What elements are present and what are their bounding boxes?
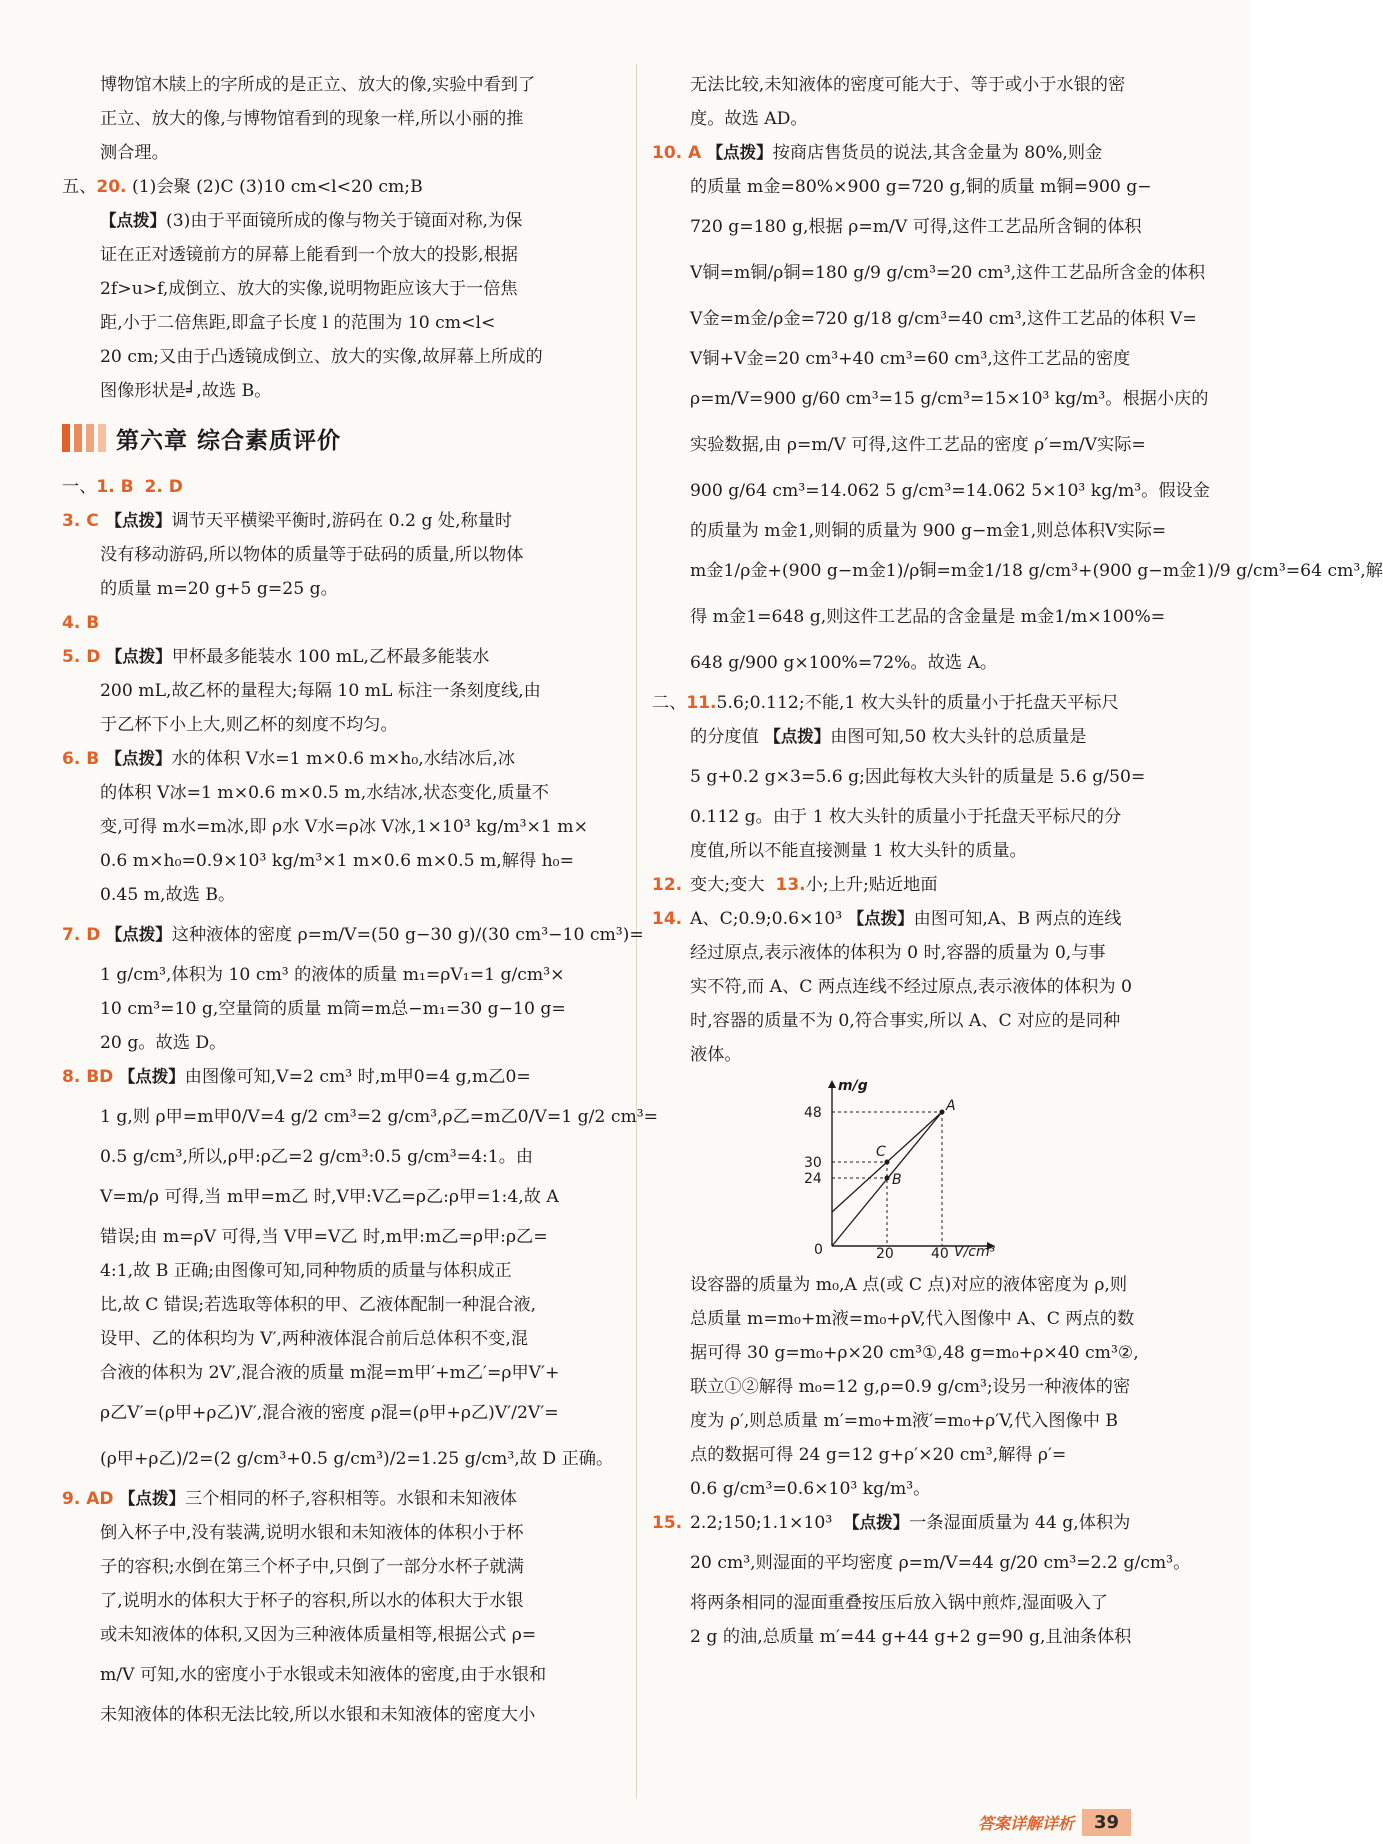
text-line: 实验数据,由 ρ=m/V 可得,这件工艺品的密度 ρ′=m/V实际=: [690, 435, 1146, 455]
text-line: 的质量为 m金1,则铜的质量为 900 g−m金1,则总体积V实际=: [690, 521, 1167, 541]
y-axis-label: m/g: [838, 1078, 868, 1094]
text-line: 测合理。: [100, 143, 169, 163]
right-column: [652, 68, 1383, 1654]
text-line: 博物馆木牍上的字所成的是正立、放大的像,实验中看到了: [100, 75, 536, 95]
x-tick: 40: [931, 1246, 949, 1262]
text-line: 0.112 g。由于 1 枚大头针的质量小于托盘天平标尺的分: [690, 807, 1122, 827]
answer-9: 9. AD 【点拨】三个相同的杯子,容积相等。水银和未知液体: [62, 1489, 517, 1509]
text-line: 【点拨】(3)由于平面镜所成的像与物关于镜面对称,为保: [100, 211, 523, 231]
point-label: A: [946, 1098, 956, 1114]
left-column: [62, 68, 659, 1732]
text-line: 度。故选 AD。: [690, 109, 808, 129]
text-line: m/V 可知,水的密度小于水银或未知液体的密度,由于水银和: [100, 1665, 547, 1685]
text-line: 的体积 V冰=1 m×0.6 m×0.5 m,水结冰,状态变化,质量不: [100, 783, 549, 803]
question-number: 20.: [96, 177, 127, 197]
text-line: 2 g 的油,总质量 m′=44 g+44 g+2 g=90 g,且油条体积: [690, 1627, 1132, 1647]
text-line: 200 mL,故乙杯的量程大;每隔 10 mL 标注一条刻度线,由: [100, 681, 541, 701]
text-line: 得 m金1=648 g,则这件工艺品的含金量是 m金1/m×100%=: [690, 607, 1166, 627]
y-tick: 30: [804, 1155, 822, 1171]
text-line: 0.6 m×h₀=0.9×10³ kg/m³×1 m×0.6 m×0.5 m,解得 h₀=: [100, 851, 574, 871]
answer-3: 3. C 【点拨】调节天平横梁平衡时,游码在 0.2 g 处,称量时: [62, 511, 513, 531]
text-line: 的质量 m=20 g+5 g=25 g。: [100, 579, 338, 599]
text-line: 错误;由 m=ρV 可得,当 V甲=V乙 时,m甲:m乙=ρ甲:ρ乙=: [100, 1227, 548, 1247]
x-axis-label: V/cm³: [954, 1244, 996, 1260]
answer-4: 4. B: [62, 613, 100, 633]
answer-12-13: 12. 变大;变大 13.小;上升;贴近地面: [652, 875, 938, 895]
answer-14: 14. A、C;0.9;0.6×10³ 【点拨】由图可知,A、B 两点的连线: [652, 909, 1122, 929]
text-line: ρ乙V′=(ρ甲+ρ乙)V′,混合液的密度 ρ混=(ρ甲+ρ乙)V′/2V′=: [100, 1403, 559, 1423]
text-line: 度为 ρ′,则总质量 m′=m₀+m液′=m₀+ρ′V,代入图像中 B: [690, 1411, 1118, 1431]
text-line: 距,小于二倍焦距,即盒子长度 l 的范围为 10 cm<l<: [100, 313, 496, 333]
text-line: 的质量 m金=80%×900 g=720 g,铜的质量 m铜=900 g−: [690, 177, 1152, 197]
text-line: 设甲、乙的体积均为 V′,两种液体混合前后总体积不变,混: [100, 1329, 529, 1349]
text-line: 900 g/64 cm³=14.062 5 g/cm³=14.062 5×10³ kg/m³。假设金: [690, 481, 1210, 501]
answer-8: 8. BD 【点拨】由图像可知,V=2 cm³ 时,m甲0=4 g,m乙0=: [62, 1067, 531, 1087]
point-a: [940, 1110, 945, 1115]
text-line: 2f>u>f,成倒立、放大的实像,说明物距应该大于一倍焦: [100, 279, 518, 299]
question-number: 1. B: [96, 477, 134, 497]
text-line: 20 g。故选 D。: [100, 1033, 227, 1053]
text-line: 的分度值 【点拨】由图可知,50 枚大头针的总质量是: [690, 727, 1087, 747]
text-line: 据可得 30 g=m₀+ρ×20 cm³①,48 g=m₀+ρ×40 cm³②,: [690, 1343, 1139, 1363]
text-line: 0.45 m,故选 B。: [100, 885, 236, 905]
page-number: 39: [1082, 1809, 1131, 1836]
answer-7: 7. D 【点拨】这种液体的密度 ρ=m/V=(50 g−30 g)/(30 cm³−10 cm³)=: [62, 925, 644, 945]
text-line: (ρ甲+ρ乙)/2=(2 g/cm³+0.5 g/cm³)/2=1.25 g/cm³,故 D 正确。: [100, 1449, 614, 1469]
answer-5: 5. D 【点拨】甲杯最多能装水 100 mL,乙杯最多能装水: [62, 647, 490, 667]
graph-svg: [782, 1074, 1002, 1260]
answer-11: 二、11.5.6;0.112;不能,1 枚大头针的质量小于托盘天平标尺: [652, 693, 1119, 713]
section-prefix: 五、: [62, 177, 97, 197]
text-line: 总质量 m=m₀+m液=m₀+ρV,代入图像中 A、C 两点的数: [690, 1309, 1135, 1329]
text-line: 或未知液体的体积,又因为三种液体质量相等,根据公式 ρ=: [100, 1625, 537, 1645]
text-line: 未知液体的体积无法比较,所以水银和未知液体的密度大小: [100, 1705, 536, 1725]
text-line: 子的容积;水倒在第三个杯子中,只倒了一部分水杯子就满: [100, 1557, 524, 1577]
text-line: 设容器的质量为 m₀,A 点(或 C 点)对应的液体密度为 ρ,则: [690, 1275, 1128, 1295]
text-line: 证在正对透镜前方的屏幕上能看到一个放大的投影,根据: [100, 245, 518, 265]
text-line: 合液的体积为 2V′,混合液的质量 m混=m甲′+m乙′=ρ甲V′+: [100, 1363, 560, 1383]
text-line: 液体。: [690, 1045, 742, 1065]
answer-10: 10. A 【点拨】按商店售货员的说法,其含金量为 80%,则金: [652, 143, 1103, 163]
text-line: 20 cm³,则湿面的平均密度 ρ=m/V=44 g/20 cm³=2.2 g/cm³。: [690, 1553, 1191, 1573]
chapter-bars-icon: [62, 424, 106, 452]
point-c: [885, 1160, 890, 1165]
text-line: 联立①②解得 m₀=12 g,ρ=0.9 g/cm³;设另一种液体的密: [690, 1377, 1131, 1397]
text-line: V铜=m铜/ρ铜=180 g/9 g/cm³=20 cm³,这件工艺品所含金的体积: [690, 263, 1206, 283]
text-line: 0.6 g/cm³=0.6×10³ kg/m³。: [690, 1479, 931, 1499]
origin-label: 0: [814, 1242, 823, 1258]
mass-volume-graph: [652, 1074, 1198, 1264]
text-line: 720 g=180 g,根据 ρ=m/V 可得,这件工艺品所含铜的体积: [690, 217, 1142, 237]
text-line: ρ=m/V=900 g/60 cm³=15 g/cm³=15×10³ kg/m³。根据小庆的: [690, 389, 1209, 409]
text-line: 于乙杯下小上大,则乙杯的刻度不均匀。: [100, 715, 398, 735]
text-line: V铜+V金=20 cm³+40 cm³=60 cm³,这件工艺品的密度: [690, 349, 1131, 369]
answer-20: [62, 170, 622, 204]
x-tick: 20: [876, 1246, 894, 1262]
answer-6: 6. B 【点拨】水的体积 V水=1 m×0.6 m×h₀,水结冰后,冰: [62, 749, 516, 769]
text-line: V=m/ρ 可得,当 m甲=m乙 时,V甲:V乙=ρ乙:ρ甲=1:4,故 A: [100, 1187, 559, 1207]
y-axis-arrow-icon: [828, 1080, 836, 1088]
point-b: [885, 1176, 890, 1181]
text-line: 4:1,故 B 正确;由图像可知,同种物质的质量与体积成正: [100, 1261, 512, 1281]
text-line: 20 cm;又由于凸透镜成倒立、放大的实像,故屏幕上所成的: [100, 347, 543, 367]
text-line: 没有移动游码,所以物体的质量等于砝码的质量,所以物体: [100, 545, 524, 565]
text-line: 10 cm³=10 g,空量筒的质量 m筒=m总−m₁=30 g−10 g=: [100, 999, 566, 1019]
point-label: C: [876, 1144, 886, 1160]
y-tick: 48: [804, 1105, 822, 1121]
text-line: 1 g,则 ρ甲=m甲0/V=4 g/2 cm³=2 g/cm³,ρ乙=m乙0/V=1 g/2 cm³=: [100, 1107, 659, 1127]
text-line: 比,故 C 错误;若选取等体积的甲、乙液体配制一种混合液,: [100, 1295, 537, 1315]
text-line: 1 g/cm³,体积为 10 cm³ 的液体的质量 m₁=ρV₁=1 g/cm³×: [100, 965, 565, 985]
text-line: 648 g/900 g×100%=72%。故选 A。: [690, 653, 998, 673]
text-line: 点的数据可得 24 g=12 g+ρ′×20 cm³,解得 ρ′=: [690, 1445, 1067, 1465]
text-line: V金=m金/ρ金=720 g/18 g/cm³=40 cm³,这件工艺品的体积 V=: [690, 309, 1197, 329]
text-line: 实不符,而 A、C 两点连线不经过原点,表示液体的体积为 0: [690, 977, 1132, 997]
text-line: 正立、放大的像,与博物馆看到的现象一样,所以小丽的推: [100, 109, 524, 129]
text-line: 经过原点,表示液体的体积为 0 时,容器的质量为 0,与事: [690, 943, 1106, 963]
text-line: 变,可得 m水=m冰,即 ρ水 V水=ρ冰 V冰,1×10³ kg/m³×1 m×: [100, 817, 589, 837]
text-line: 了,说明水的体积大于杯子的容积,所以水的体积大于水银: [100, 1591, 524, 1611]
text-line: 时,容器的质量不为 0,符合事实,所以 A、C 对应的是同种: [690, 1011, 1121, 1031]
text-line: 倒入杯子中,没有装满,说明水银和未知液体的体积小于杯: [100, 1523, 524, 1543]
answer-15: 15. 2.2;150;1.1×10³ 【点拨】一条湿面质量为 44 g,体积为: [652, 1513, 1131, 1533]
chapter-title: 第六章 综合素质评价: [116, 427, 342, 454]
point-label: B: [892, 1172, 902, 1188]
answer-text: (1)会聚 (2)C (3)10 cm<l<20 cm;B: [131, 177, 423, 197]
text-line: 图像形状是╛,故选 B。: [100, 381, 272, 401]
text-line: 无法比较,未知液体的密度可能大于、等于或小于水银的密: [690, 75, 1126, 95]
tip-tag: 【点拨】: [100, 211, 166, 230]
y-tick: 24: [804, 1171, 822, 1187]
answer-1-2: 一、1. B 2. D: [62, 470, 622, 504]
footer-label: 答案详解详析: [978, 1813, 1075, 1833]
question-number: 2. D: [144, 477, 183, 497]
text-line: 5 g+0.2 g×3=5.6 g;因此每枚大头针的质量是 5.6 g/50=: [690, 767, 1146, 787]
text-line: 将两条相同的湿面重叠按压后放入锅中煎炸,湿面吸入了: [690, 1593, 1108, 1613]
text-line: m金1/ρ金+(900 g−m金1)/ρ铜=m金1/18 g/cm³+(900 g−m金1)/9 g/cm³=64 cm³,解: [690, 561, 1383, 581]
text-line: 0.5 g/cm³,所以,ρ甲:ρ乙=2 g/cm³:0.5 g/cm³=4:1。由: [100, 1147, 534, 1167]
chapter-heading: [62, 414, 622, 462]
text-line: 度值,所以不能直接测量 1 枚大头针的质量。: [690, 841, 1027, 861]
page-footer: [978, 1806, 1131, 1838]
